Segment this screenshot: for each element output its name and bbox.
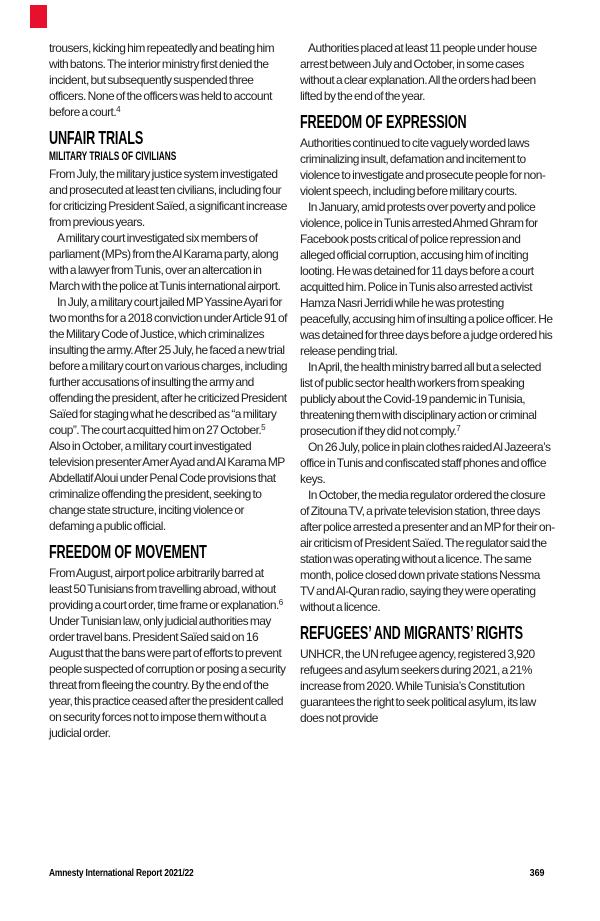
section-heading: REFUGEES’ AND MIGRANTS’ RIGHTS [300,623,523,643]
body-paragraph: In January, amid protests over poverty and police violence, police in Tunis arrested Ahmed Ghram for Facebook posts critical of police repression and alleged official corruption, accusing him of inciting looting. He was detained for 11 days before a court acquitted him. Police in Tunis also arrested activist Hamza Nasri Jerridi while he was protesting peacefully, accusing him of insulting a police officer. He was detained for three days before a judge ordered his release pending trial. [300,200,553,358]
footer-page-number: 369 [530,867,545,879]
body-paragraph: From August, airport police arbitrarily barred at least 50 Tunisians from travelling abroad, without providing a court order, time frame or explanation.$^6$ Under Tunisian law, only judicial authorities may order travel bans. President Saïed said on 16 August that the bans were part of efforts to prevent people suspected of corruption or posing a security threat from fleeing the country. By the end of the year, this practice ceased after the president called on security forces not to impose them without a judicial order. [49,566,286,740]
body-paragraph: Authorities continued to cite vaguely worded laws criminalizing insult, defamation and incitement to violence to investigate and prosecute people for non-violent speech, including before military courts. [300,136,546,198]
footnote-ref: 4 [116,105,121,114]
page-edge-tab [30,5,47,28]
body-paragraph: Authorities placed at least 11 people under house arrest between July and October, in some cases without a clear explanation. All the orders had been lifted by the end of the year. [300,41,537,103]
section-heading: UNFAIR TRIALS [49,128,144,148]
right-column [300,40,555,726]
body-paragraph: On 26 July, police in plain clothes raided Al Jazeera’s office in Tunis and confiscated staff phones and office keys. [300,440,551,486]
footer-report-title: Amnesty International Report 2021/22 [49,867,194,879]
body-paragraph: From July, the military justice system investigated and prosecuted at least ten civilians, including four for criticizing President Saïed, a significant increase from previous years. [49,167,287,229]
footnote-ref: 5 [261,423,266,432]
footnote-ref: 6 [278,598,284,607]
section-heading: FREEDOM OF EXPRESSION [300,112,467,132]
section-heading: FREEDOM OF MOVEMENT [49,542,207,562]
footnote-ref: 7 [456,424,461,433]
body-paragraph: In April, the health ministry barred all but a selected list of public sector health workers from speaking publicly about the Covid-19 pandemic in Tunisia, threatening them with disciplinary action or criminal prosecution if they did not comply.$^7$ [300,360,541,438]
left-column [49,40,287,741]
body-paragraph: UNHCR, the UN refugee agency, registered 3,920 refugees and asylum seekers during 2021, a 21% increase from 2020. While Tunisia’s Constitution guarantees the right to seek political asylum, its law does not provide [300,647,536,725]
subsection-heading: MILITARY TRIALS OF CIVILIANS [49,151,177,163]
body-paragraph: trousers, kicking him repeatedly and beating him with batons. The interior ministry first denied the incident, but subsequently suspended three officers. None of the officers was held to account before a court.$^4$ [49,41,275,119]
body-paragraph: In July, a military court jailed MP Yassine Ayari for two months for a 2018 conviction under Article 91 of the Military Code of Justice, which criminalizes insulting the army. After 25 July, he faced a new trial before a military court on various charges, including further accusations of insulting the army and offending the president, after he criticized President Saïed for staging what he described as “a military coup”. The court acquitted him on 27 October.$^5$ Also in October, a military court investigated television presenter Amer Ayad and Al Karama MP Abdellatif Aloui under Penal Code provisions that criminalize offending the president, seeking to change state structure, inciting violence or defaming a public official. [49,295,287,533]
body-paragraph: A military court investigated six members of parliament (MPs) from the Al Karama party, along with a lawyer from Tunis, over an altercation in March with the police at Tunis international airport. [49,231,281,293]
body-paragraph: In October, the media regulator ordered the closure of Zitouna TV, a private television station, three days after police arrested a presenter and an MP for their on-air criticism of President Saïed. The regulator said the station was operating without a licence. The same month, police closed down private stations Nessma TV and Al-Quran radio, saying they were operating without a licence. [300,488,555,614]
